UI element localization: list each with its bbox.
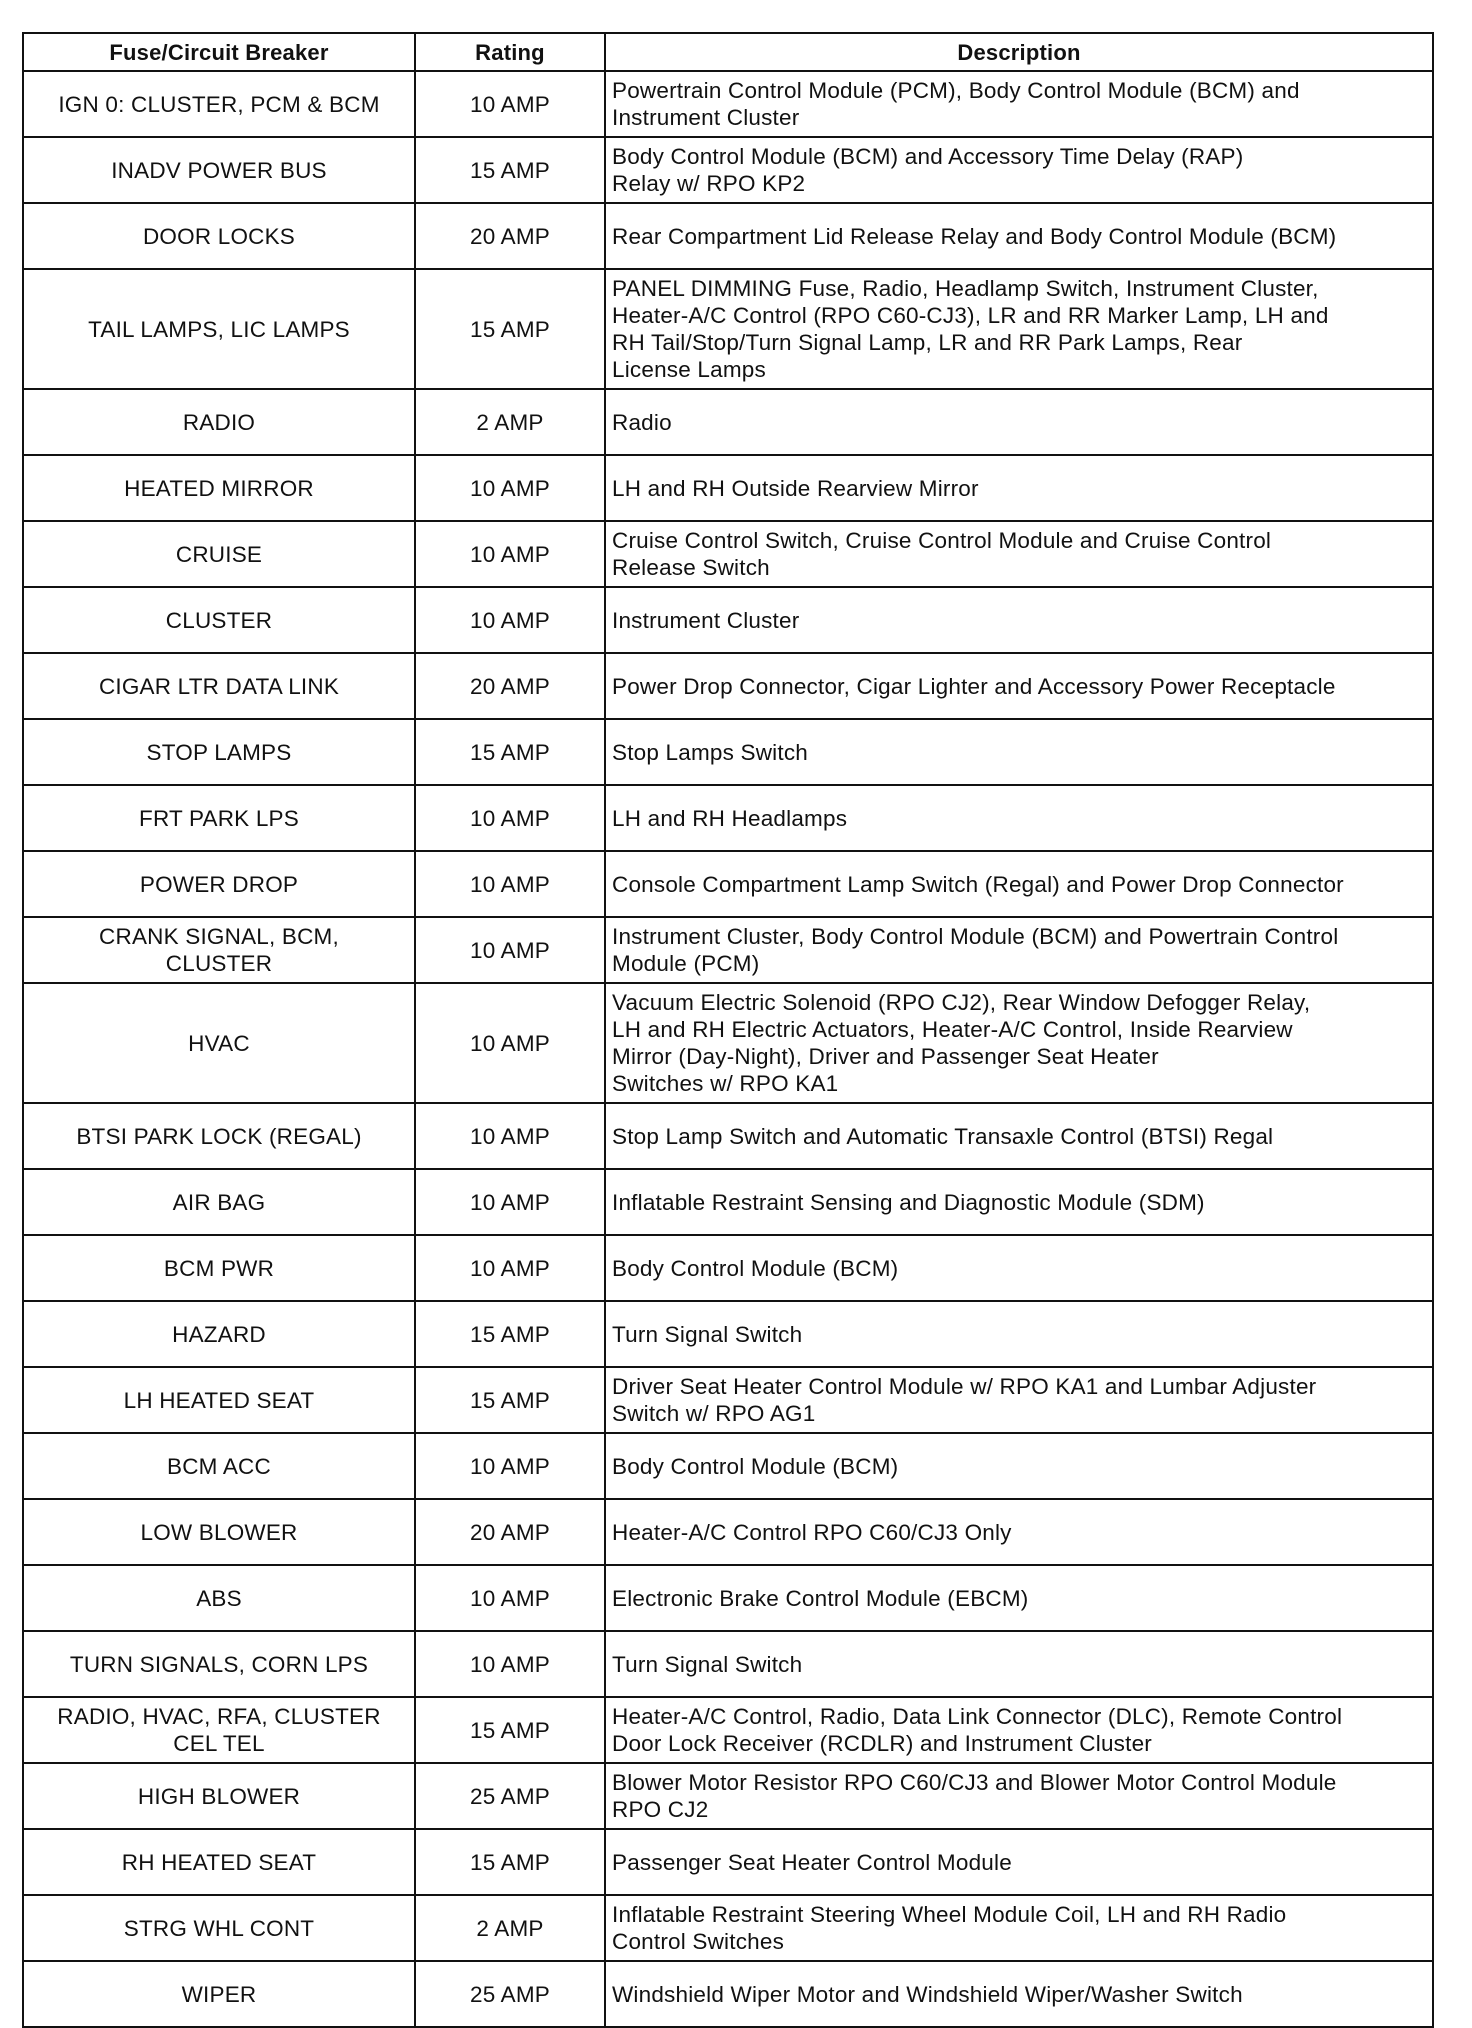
fuse-rating: 25 AMP [415, 1763, 605, 1829]
fuse-description: Body Control Module (BCM) [605, 1433, 1433, 1499]
fuse-rating: 15 AMP [415, 1697, 605, 1763]
table-row [23, 1763, 1433, 1829]
fuse-name: RADIO [23, 389, 415, 455]
fuse-name: HVAC [23, 983, 415, 1103]
fuse-description: Stop Lamps Switch [605, 719, 1433, 785]
fuse-description: Cruise Control Switch, Cruise Control Module and Cruise Control Release Switch [605, 521, 1433, 587]
fuse-description: Power Drop Connector, Cigar Lighter and Accessory Power Receptacle [605, 653, 1433, 719]
fuse-name: ABS [23, 1565, 415, 1631]
table-row [23, 851, 1433, 917]
fuse-name: BTSI PARK LOCK (REGAL) [23, 1103, 415, 1169]
fuse-description: Powertrain Control Module (PCM), Body Control Module (BCM) and Instrument Cluster [605, 71, 1433, 137]
table-row [23, 719, 1433, 785]
fuse-name: TAIL LAMPS, LIC LAMPS [23, 269, 415, 389]
table-row [23, 269, 1433, 389]
fuse-name: CRUISE [23, 521, 415, 587]
header-row [23, 33, 1433, 71]
fuse-description: PANEL DIMMING Fuse, Radio, Headlamp Switch, Instrument Cluster, Heater-A/C Control (RPO C60-CJ3), LR and RR Marker Lamp, LH and RH Tail/Stop/Turn Signal Lamp, LR and RR Park Lamps, Rear License Lamps [605, 269, 1433, 389]
fuse-rating: 20 AMP [415, 1499, 605, 1565]
fuse-name: HEATED MIRROR [23, 455, 415, 521]
fuse-name: CRANK SIGNAL, BCM, CLUSTER [23, 917, 415, 983]
fuse-name: CLUSTER [23, 587, 415, 653]
fuse-description: Instrument Cluster, Body Control Module (BCM) and Powertrain Control Module (PCM) [605, 917, 1433, 983]
fuse-description: Vacuum Electric Solenoid (RPO CJ2), Rear Window Defogger Relay, LH and RH Electric Actuators, Heater-A/C Control, Inside Rearview Mirror (Day-Night), Driver and Passenger Seat Heater Switches w/ RPO KA1 [605, 983, 1433, 1103]
fuse-description: Electronic Brake Control Module (EBCM) [605, 1565, 1433, 1631]
fuse-rating: 2 AMP [415, 1895, 605, 1961]
fuse-rating: 15 AMP [415, 1367, 605, 1433]
fuse-name: LOW BLOWER [23, 1499, 415, 1565]
fuse-name: STOP LAMPS [23, 719, 415, 785]
fuse-name: TURN SIGNALS, CORN LPS [23, 1631, 415, 1697]
fuse-description: Inflatable Restraint Sensing and Diagnostic Module (SDM) [605, 1169, 1433, 1235]
fuse-rating: 15 AMP [415, 719, 605, 785]
fuse-rating: 10 AMP [415, 1103, 605, 1169]
fuse-rating: 10 AMP [415, 1433, 605, 1499]
fuse-description: Stop Lamp Switch and Automatic Transaxle Control (BTSI) Regal [605, 1103, 1433, 1169]
table-row [23, 1169, 1433, 1235]
fuse-name: IGN 0: CLUSTER, PCM & BCM [23, 71, 415, 137]
fuse-name: RH HEATED SEAT [23, 1829, 415, 1895]
fuse-name: HAZARD [23, 1301, 415, 1367]
table-row [23, 1697, 1433, 1763]
table-row [23, 1301, 1433, 1367]
fuse-rating: 15 AMP [415, 137, 605, 203]
table-row [23, 587, 1433, 653]
fuse-description: Windshield Wiper Motor and Windshield Wiper/Washer Switch [605, 1961, 1433, 2027]
fuse-description: Turn Signal Switch [605, 1631, 1433, 1697]
table-row [23, 1895, 1433, 1961]
fuse-name: RADIO, HVAC, RFA, CLUSTER CEL TEL [23, 1697, 415, 1763]
table-row [23, 389, 1433, 455]
fuse-description: Heater-A/C Control RPO C60/CJ3 Only [605, 1499, 1433, 1565]
fuse-rating: 10 AMP [415, 455, 605, 521]
table-row [23, 521, 1433, 587]
fuse-rating: 10 AMP [415, 521, 605, 587]
fuse-rating: 15 AMP [415, 1829, 605, 1895]
table-row [23, 71, 1433, 137]
fuse-rating: 25 AMP [415, 1961, 605, 2027]
fuse-rating: 20 AMP [415, 653, 605, 719]
fuse-rating: 2 AMP [415, 389, 605, 455]
header-fuse: Fuse/Circuit Breaker [23, 33, 415, 71]
fuse-description: LH and RH Outside Rearview Mirror [605, 455, 1433, 521]
fuse-name: DOOR LOCKS [23, 203, 415, 269]
table-row [23, 137, 1433, 203]
fuse-rating: 10 AMP [415, 1565, 605, 1631]
fuse-rating: 10 AMP [415, 785, 605, 851]
fuse-name: INADV POWER BUS [23, 137, 415, 203]
fuse-description: Turn Signal Switch [605, 1301, 1433, 1367]
fuse-description: LH and RH Headlamps [605, 785, 1433, 851]
fuse-rating: 10 AMP [415, 1235, 605, 1301]
fuse-name: CIGAR LTR DATA LINK [23, 653, 415, 719]
fuse-description: Passenger Seat Heater Control Module [605, 1829, 1433, 1895]
fuse-description: Inflatable Restraint Steering Wheel Module Coil, LH and RH Radio Control Switches [605, 1895, 1433, 1961]
table-row [23, 983, 1433, 1103]
fuse-description: Body Control Module (BCM) [605, 1235, 1433, 1301]
fuse-description: Heater-A/C Control, Radio, Data Link Connector (DLC), Remote Control Door Lock Receiver (RCDLR) and Instrument Cluster [605, 1697, 1433, 1763]
fuse-rating: 10 AMP [415, 983, 605, 1103]
fuse-name: WIPER [23, 1961, 415, 2027]
fuse-rating: 10 AMP [415, 71, 605, 137]
table-row [23, 1565, 1433, 1631]
fuse-description: Console Compartment Lamp Switch (Regal) and Power Drop Connector [605, 851, 1433, 917]
table-row [23, 1631, 1433, 1697]
table-row [23, 1499, 1433, 1565]
fuse-rating: 10 AMP [415, 851, 605, 917]
fuse-table [22, 32, 1434, 2028]
table-row [23, 1235, 1433, 1301]
fuse-description: Radio [605, 389, 1433, 455]
fuse-description: Rear Compartment Lid Release Relay and Body Control Module (BCM) [605, 203, 1433, 269]
fuse-name: FRT PARK LPS [23, 785, 415, 851]
table-row [23, 1103, 1433, 1169]
fuse-name: HIGH BLOWER [23, 1763, 415, 1829]
fuse-name: AIR BAG [23, 1169, 415, 1235]
table-row [23, 785, 1433, 851]
table-row [23, 917, 1433, 983]
header-rating: Rating [415, 33, 605, 71]
table-row [23, 1829, 1433, 1895]
fuse-rating: 15 AMP [415, 1301, 605, 1367]
fuse-rating: 10 AMP [415, 917, 605, 983]
fuse-rating: 10 AMP [415, 1169, 605, 1235]
fuse-name: STRG WHL CONT [23, 1895, 415, 1961]
table-row [23, 455, 1433, 521]
fuse-name: BCM ACC [23, 1433, 415, 1499]
fuse-name: POWER DROP [23, 851, 415, 917]
header-description: Description [605, 33, 1433, 71]
table-row [23, 653, 1433, 719]
fuse-description: Blower Motor Resistor RPO C60/CJ3 and Blower Motor Control Module RPO CJ2 [605, 1763, 1433, 1829]
fuse-description: Instrument Cluster [605, 587, 1433, 653]
table-row [23, 1433, 1433, 1499]
table-row [23, 1367, 1433, 1433]
fuse-description: Body Control Module (BCM) and Accessory Time Delay (RAP) Relay w/ RPO KP2 [605, 137, 1433, 203]
fuse-table-page [22, 32, 1432, 2028]
table-row [23, 203, 1433, 269]
fuse-rating: 10 AMP [415, 1631, 605, 1697]
fuse-description: Driver Seat Heater Control Module w/ RPO KA1 and Lumbar Adjuster Switch w/ RPO AG1 [605, 1367, 1433, 1433]
fuse-name: BCM PWR [23, 1235, 415, 1301]
fuse-rating: 10 AMP [415, 587, 605, 653]
fuse-rating: 20 AMP [415, 203, 605, 269]
fuse-rating: 15 AMP [415, 269, 605, 389]
table-row [23, 1961, 1433, 2027]
fuse-name: LH HEATED SEAT [23, 1367, 415, 1433]
